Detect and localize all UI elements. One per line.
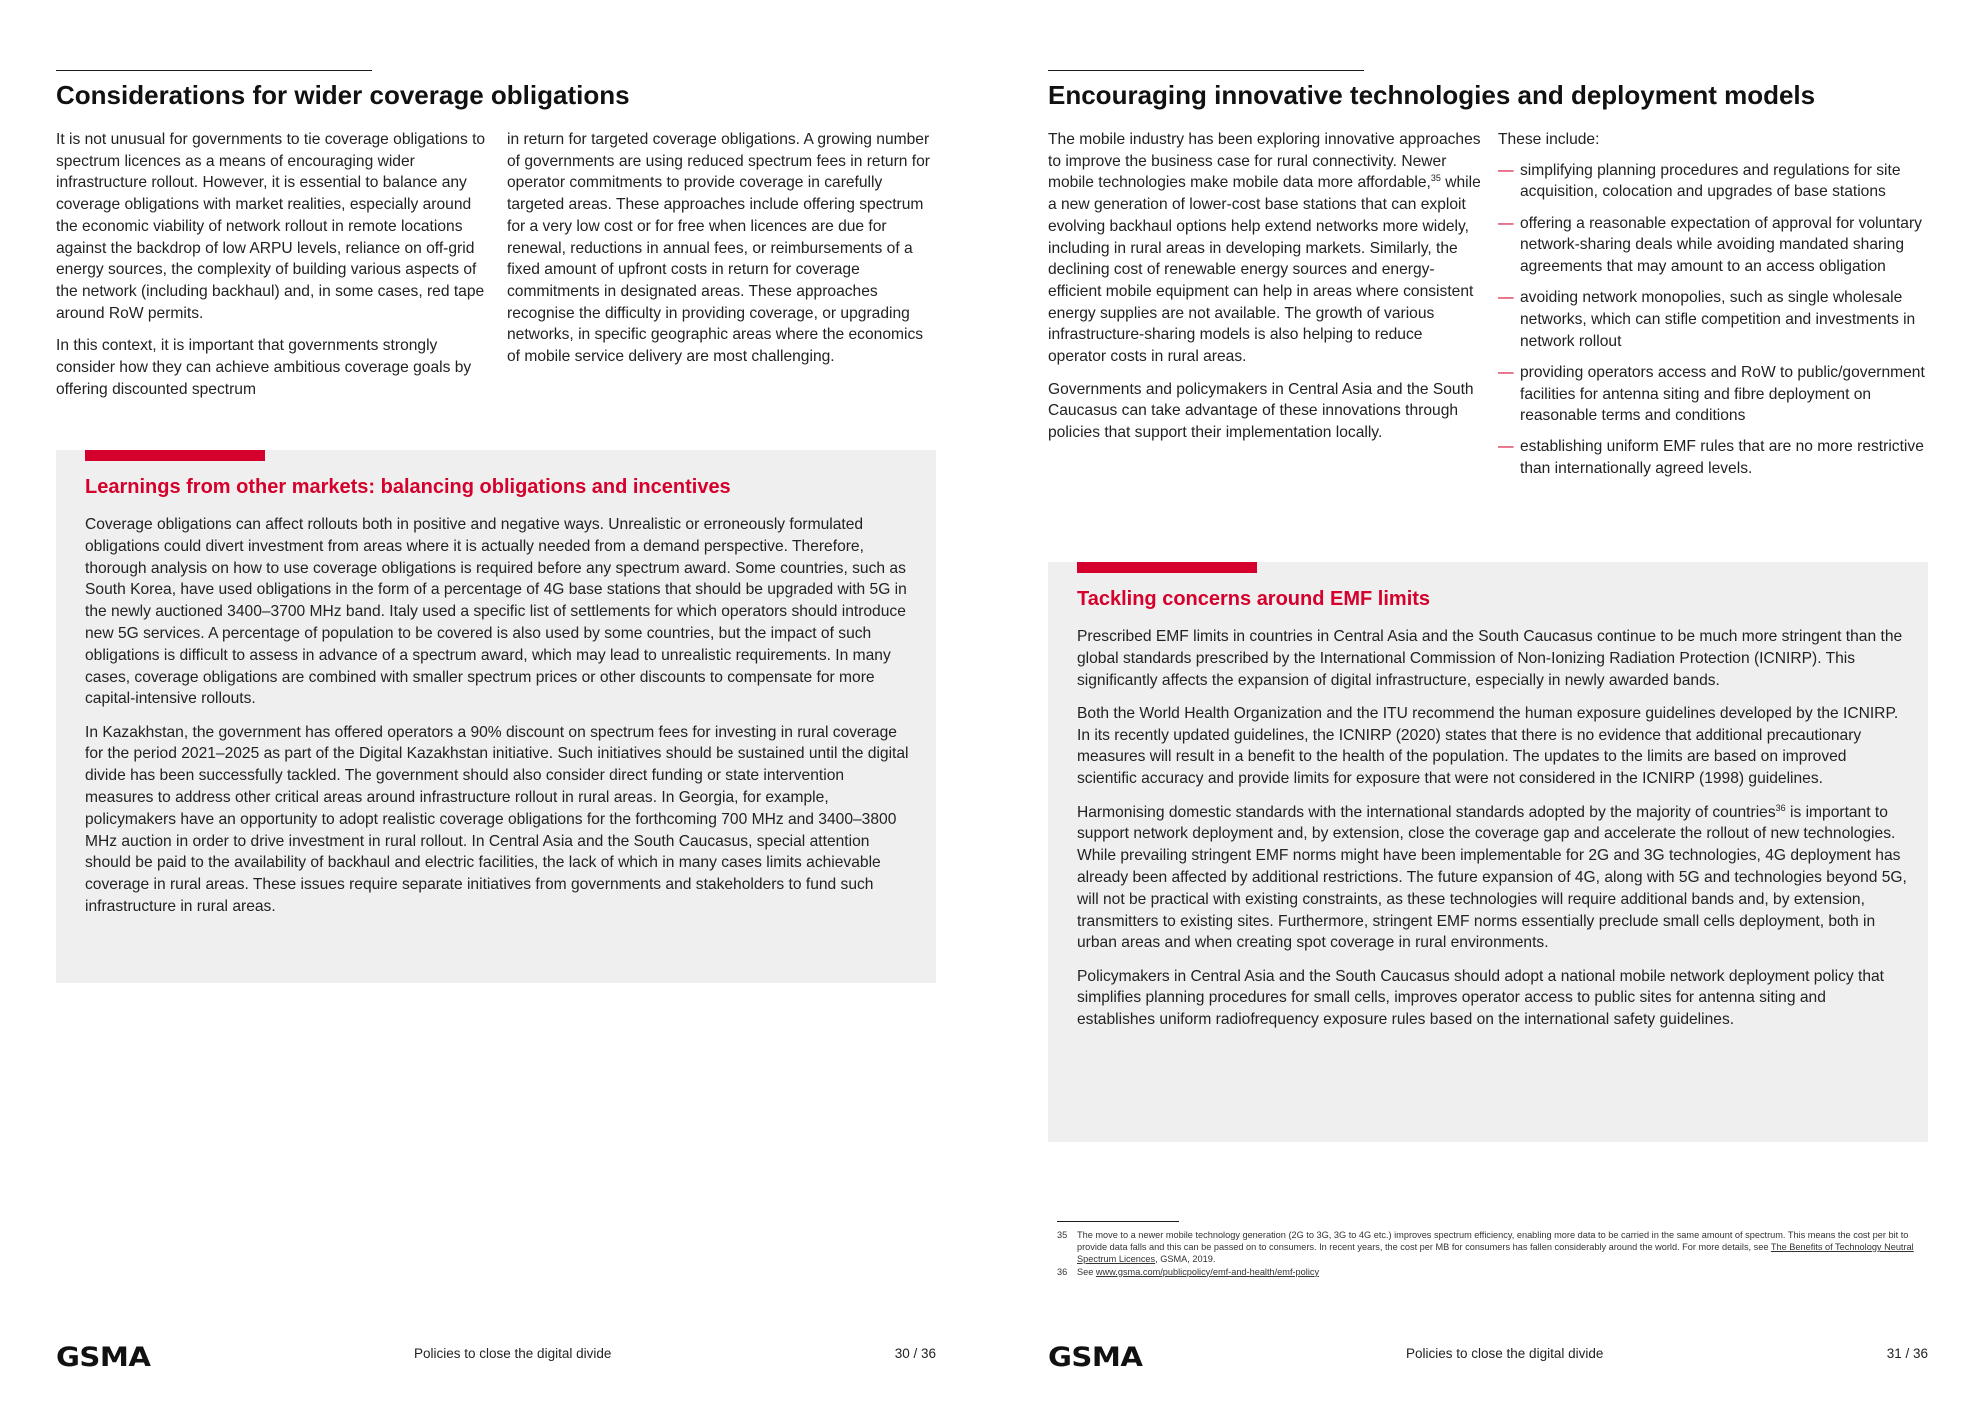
heading-rule xyxy=(1048,70,1364,71)
learnings-box xyxy=(56,450,936,983)
footnote-link[interactable]: The Benefits of Technology Neutral Spectrum Licences xyxy=(1077,1242,1914,1265)
gsma-logo: GSMA xyxy=(56,1342,151,1373)
list-item: — offering a reasonable expectation of approval for voluntary network-sharing deals while avoiding mandated sharing agreements that may amount to an access obligation xyxy=(1498,214,1922,276)
paragraph: In Kazakhstan, the government has offered operators a 90% discount on spectrum fees for investing in rural coverage for the period 2021–2025 as part of the Digital Kazakhstan initiative. Such initiatives should be sustained until the digital divide has been successfully tackled. The government should also consider direct funding or state intervention measures to address other critical areas around infrastructure rollout in rural areas. In Georgia, for example, policymakers have an opportunity to adopt realistic coverage obligations for the forthcoming 700 MHz and 3400–3800 MHz auction in order to drive investment in rural rollout. In Central Asia and the South Caucasus, special attention should be paid to the availability of backhaul and electric facilities, the lack of which in many cases limits achievable coverage in rural areas. These issues require separate initiatives from governments and stakeholders to fund such infrastructure in rural areas. xyxy=(85,723,909,916)
footnote-rule xyxy=(1057,1221,1179,1222)
page-heading: Considerations for wider coverage obligations xyxy=(56,80,630,110)
footnote-ref[interactable]: 36 xyxy=(1775,802,1786,813)
emf-box xyxy=(1048,562,1928,1142)
box-body xyxy=(1077,626,1907,1043)
dash-bullet: — xyxy=(1498,289,1514,307)
list-item: — avoiding network monopolies, such as single wholesale networks, which can stifle competition and investments in network rollout xyxy=(1498,289,1916,350)
paragraph: It is not unusual for governments to tie coverage obligations to spectrum licences as a means of encouraging wider infrastructure rollout. However, it is essential to balance any coverage obligations with market realities, especially around the economic viability of network rollout in remote locations against the backdrop of low ARPU levels, reliance on off-grid energy sources, the complexity of building various aspects of the network (including backhaul) and, in some cases, red tape around RoW permits. xyxy=(56,131,486,322)
heading-rule xyxy=(56,70,372,71)
accent-bar xyxy=(1077,562,1257,573)
list-item: — providing operators access and RoW to public/government facilities for antenna siting and fibre deployment on reasonable terms and conditions xyxy=(1498,363,1925,425)
text-column-1 xyxy=(1048,129,1482,455)
text-column-2 xyxy=(507,129,939,379)
measures-list xyxy=(1498,160,1936,480)
footnote-ref[interactable]: 35 xyxy=(1430,173,1441,184)
text-column-1 xyxy=(56,129,489,411)
box-title: Learnings from other markets: balancing obligations and incentives xyxy=(85,476,731,498)
footnote-number: 35 xyxy=(1057,1230,1068,1240)
paragraph: Coverage obligations can affect rollouts both in positive and negative ways. Unrealistic or erroneously formulated obligations could divert investment from areas where it is actually needed from a demand perspective. Therefore, thorough analysis on how to use coverage obligations is required before any spectrum award. Some countries, such as South Korea, have used obligations in the form of a percentage of 4G base stations that should be upgraded with 5G in the newly auctioned 3400–3700 MHz band. Italy used a specific list of settlements for which operators should introduce new 5G services. A percentage of population to be covered is also used by some countries, but the impact of such obligations is difficult to assess in advance of a spectrum award, which may lead to unrealistic requirements. In many cases, coverage obligations are combined with smaller spectrum prices or other discounts to compensate for more capital-intensive rollouts. xyxy=(85,516,907,708)
footnote-link[interactable]: www.gsma.com/publicpolicy/emf-and-health/emf-policy xyxy=(1095,1266,1320,1277)
dash-bullet: — xyxy=(1498,438,1514,456)
footnote-36: 36 See www.gsma.com/publicpolicy/emf-and-health/emf-policy xyxy=(1057,1266,1320,1277)
paragraph: Harmonising domestic standards with the international standards adopted by the majority of countries$^{36}$ is important to support network deployment and, by extension, close the coverage gap and accelerate the rollout of new technologies. While prevailing stringent EMF norms might have been implementable for 2G and 3G technologies, 4G deployment has already been affected by additional restrictions. The future expansion of 4G, along with 5G and technologies beyond 5G, will not be practical with existing constraints, as these technologies will require additional bands and, by extension, transmitters to existing sites. Furthermore, stringent EMF norms essentially preclude small cells deployment, both in urban areas and when creating spot coverage in rural environments. xyxy=(1077,802,1907,952)
box-title: Tackling concerns around EMF limits xyxy=(1077,588,1431,610)
dash-bullet: — xyxy=(1498,214,1514,232)
paragraph: Governments and policymakers in Central Asia and the South Caucasus can take advantage of these innovations through policies that support their implementation locally. xyxy=(1048,380,1474,442)
footnote-number: 36 xyxy=(1057,1266,1068,1277)
paragraph: The mobile industry has been exploring innovative approaches to improve the business case for rural connectivity. Newer mobile technologies make mobile data more affordable,$^{35}$ while a new generation of lower-cost base stations that can exploit evolving backhaul options help extend networks more widely, including in rural areas in developing markets. Similarly, the declining cost of renewable energy sources and energy-efficient mobile equipment can help in areas where consistent energy supplies are not available. The growth of various infrastructure-sharing models is also helping to reduce operator costs in rural areas. xyxy=(1048,131,1481,366)
footnotes xyxy=(1057,1229,1917,1278)
gsma-logo: GSMA xyxy=(1048,1342,1143,1373)
document-title: Policies to close the digital divide xyxy=(1406,1346,1604,1361)
accent-bar xyxy=(85,450,265,461)
paragraph: Both the World Health Organization and the ITU recommend the human exposure guidelines developed by the ICNIRP. In its recently updated guidelines, the ICNIRP (2020) states that there is no evidence that additional precautionary measures will result in a benefit to the health of the population. The updates to the limits are based on improved scientific accuracy and provide limits for exposure that were not considered in the ICNIRP (1998) guidelines. xyxy=(1077,704,1899,788)
footnote-35: 35 The move to a newer mobile technology generation (2G to 3G, 3G to 4G etc.) improves spectrum efficiency, enabling more data to be carried in the same amount of spectrum. This means the cost per bit to provide data falls and this can be passed on to consumers. In recent years, the cost per MB for consumers has fallen considerably around the world. For more details, see The Benefits of Technology Neutral Spectrum Licences, GSMA, 2019. xyxy=(1057,1230,1914,1265)
dash-bullet: — xyxy=(1498,161,1514,179)
document-title: Policies to close the digital divide xyxy=(414,1346,612,1361)
paragraph: Prescribed EMF limits in countries in Central Asia and the South Caucasus continue to be much more stringent than the global standards prescribed by the International Commission of Non-Ionizing Radiation Protection (ICNIRP). This significantly affects the expansion of digital infrastructure, especially in newly awarded bands. xyxy=(1077,628,1903,689)
dash-bullet: — xyxy=(1498,363,1514,381)
paragraph: In this context, it is important that governments strongly consider how they can achieve ambitious coverage goals by offering discounted spectrum xyxy=(56,337,472,398)
list-intro: These include: xyxy=(1498,131,1600,148)
list-item: — establishing uniform EMF rules that are no more restrictive than internationally agreed levels. xyxy=(1498,438,1924,478)
page-heading: Encouraging innovative technologies and deployment models xyxy=(1048,80,1816,110)
box-body xyxy=(85,514,910,929)
right-page xyxy=(992,0,1984,1403)
paragraph: Policymakers in Central Asia and the South Caucasus should adopt a national mobile network deployment policy that simplifies planning procedures for small cells, improves operator access to public sites for antenna siting and establishes uniform radiofrequency exposure rules based on the international safety guidelines. xyxy=(1077,967,1885,1029)
page-number: 31 / 36 xyxy=(1886,1346,1928,1361)
text-column-2 xyxy=(1498,129,1936,489)
paragraph: in return for targeted coverage obligations. A growing number of governments are using reduced spectrum fees in return for operator commitments to provide coverage in carefully targeted areas. These approaches include offering spectrum for a very low cost or for free when licences are due for renewal, reductions in annual fees, or reimbursements of a fixed amount of upfront costs in return for coverage commitments in designated areas. These approaches recognise the difficulty in providing coverage, or upgrading networks, in specific geographic areas where the economics of mobile service delivery are most challenging. xyxy=(507,131,930,366)
list-item: — simplifying planning procedures and regulations for site acquisition, colocation and upgrades of base stations xyxy=(1498,161,1901,201)
page-number: 30 / 36 xyxy=(894,1346,936,1361)
